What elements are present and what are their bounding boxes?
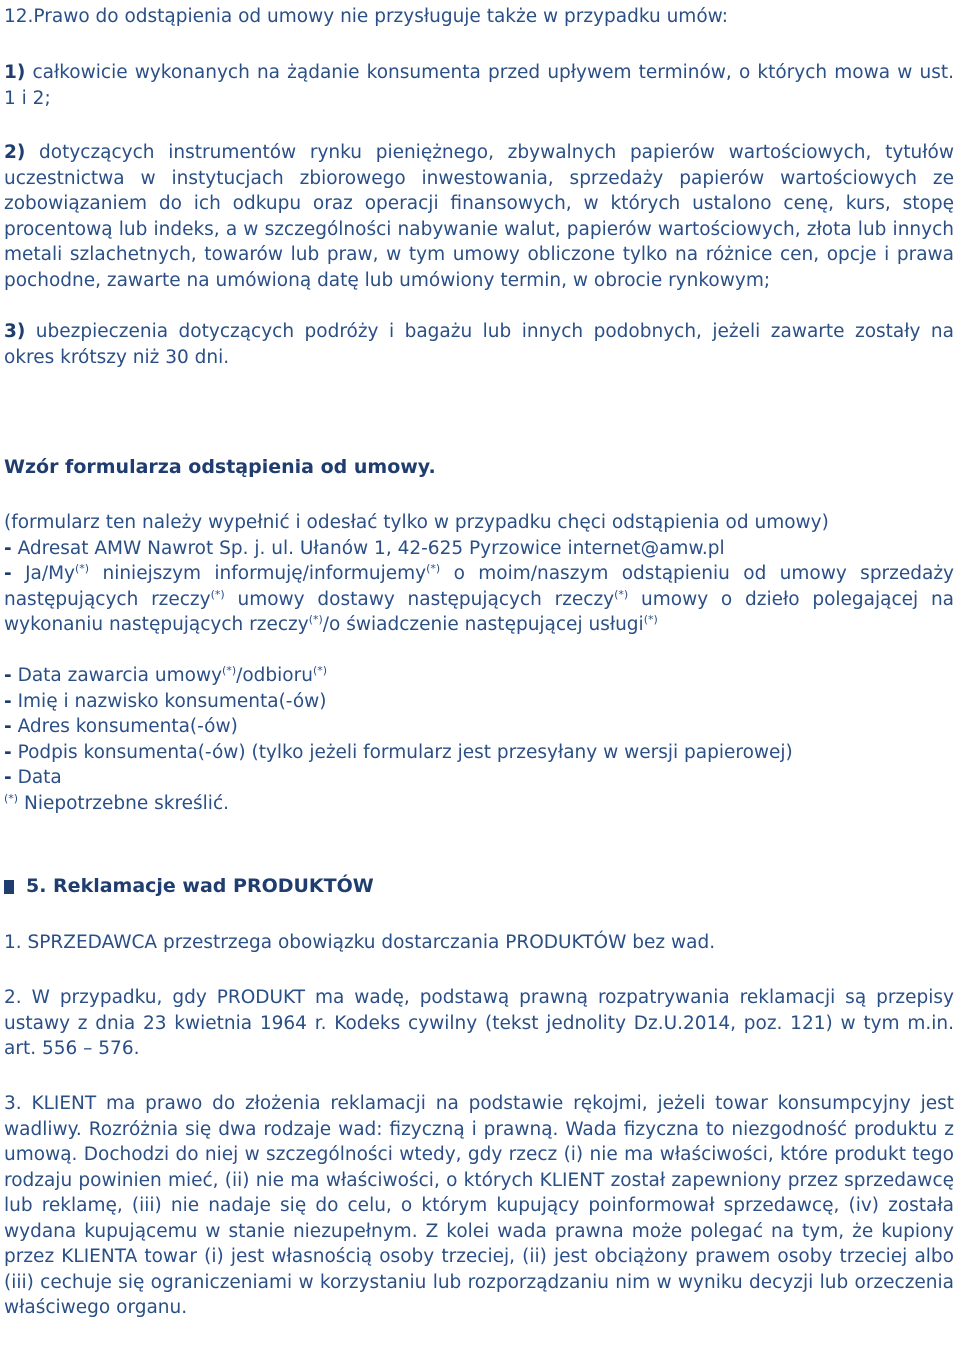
section-5-heading: 5. Reklamacje wad PRODUKTÓW (26, 875, 374, 897)
form-instruction: (formularz ten należy wypełnić i odesłać tylko w przypadku chęci odstąpienia od umowy) (4, 512, 829, 533)
footnote-mark: (*) (426, 561, 441, 575)
footnote-mark: (*) (643, 612, 658, 626)
form-addressee: - Adresat AMW Nawrot Sp. j. ul. Ułanów 1, 42-625 Pyrzowice internet@amw.pl (4, 538, 725, 559)
form-field-name: - Imię i nazwisko konsumenta(-ów) (4, 691, 327, 712)
form-field-address: - Adres konsumenta(-ów) (4, 716, 238, 737)
section-5-paragraph-2: 2. W przypadku, gdy PRODUKT ma wadę, podstawą prawną rozpatrywania reklamacji są przepisy ustawy z dnia 23 kwietnia 1964 r. Kodeks cywilny (tekst jednolity Dz.U.2014, poz. 121) w tym m.in. art. 556 – 576. (4, 987, 954, 1059)
list-item-3 (4, 319, 954, 370)
section-5-paragraph-1: 1. SPRZEDAWCA przestrzega obowiązku dostarczania PRODUKTÓW bez wad. (4, 932, 716, 953)
list-item-text: dotyczących instrumentów rynku pieniężnego, zbywalnych papierów wartościowych, tytułów uczestnictwa w instytucjach zbiorowego inwestowania, sprzedaży papierów wartościowych ze zobowiązaniem do ich odkupu oraz operacji finansowych, w których ustalono cenę, kurs, stopę procentową lub indeks, a w szczególności nabywanie walut, papierów wartościowych, złota lub innych metali szlachetnych, towarów lub praw, w tym umowy obliczone tylko na różnice cen, opcje i prawa pochodne, zawarte na umówioną datę lub umówiony termin, w obrocie rynkowym; (4, 142, 954, 291)
form-field-contract-date: - Data zawarcia umowy(*)/odbioru(*) (4, 663, 328, 686)
square-bullet-icon (4, 880, 14, 894)
list-item-1 (4, 60, 954, 111)
list-number: 2) (4, 142, 26, 163)
list-item-text: ubezpieczenia dotyczących podróży i bagażu lub innych podobnych, jeżeli zawarte zostały na okres krótszy niż 30 dni. (4, 321, 954, 368)
form-footnote: (*) Niepotrzebne skreślić. (4, 791, 229, 814)
form-declaration: - Ja/My(*) niniejszym informuję/informujemy(*) o moim/naszym odstąpieniu od umowy sprzedaży następujących rzeczy(*) umowy dostawy następujących rzeczy(*) umowy o dzieło polegającej na wykonaniu następujących rzeczy(*)/o świadczenie następującej usługi(*) (4, 561, 955, 635)
footnote-mark: (*) (308, 612, 323, 626)
footnote-mark: (*) (75, 561, 90, 575)
list-number: 3) (4, 321, 26, 342)
footnote-mark: (*) (312, 663, 328, 677)
list-number: 1) (4, 62, 26, 83)
list-item-2 (4, 140, 954, 293)
form-heading: Wzór formularza odstąpienia od umowy. (4, 456, 436, 478)
form-field-date: - Data (4, 767, 62, 788)
footnote-mark: (*) (222, 663, 237, 677)
footnote-mark: (*) (210, 587, 225, 601)
form-field-signature: - Podpis konsumenta(-ów) (tylko jeżeli formularz jest przesyłany w wersji papierowej) (4, 742, 793, 763)
footnote-mark: (*) (614, 587, 629, 601)
footnote-mark: (*) (4, 791, 19, 805)
section-5-paragraph-3: 3. KLIENT ma prawo do złożenia reklamacji na podstawie rękojmi, jeżeli towar konsumpcyjny jest wadliwy. Rozróżnia się dwa rodzaje wad: fizyczną i prawną. Wada fizyczna to niezgodność produktu z umową. Dochodzi do niej w szczególności wtedy, gdy rzecz (i) nie ma właściwości, które produkt tego rodzaju powinien mieć, (ii) nie ma właściwości, o których KLIENT został zapewniony przez sprzedawcę lub reklamę, (iii) nie nadaje się do celu, o którym kupujący poinformował sprzedawcę, (iv) została wydana kupującemu w stanie niezupełnym. Z kolei wada prawna może polegać na tym, że kupiony przez KLIENTA towar (i) jest własnością osoby trzeciej, (ii) jest obciążony prawem osoby trzeciej albo (iii) cechuje się ograniczeniami w korzystaniu lub rozporządzaniu nim w wyniku decyzji lub orzeczenia właściwego organu. (4, 1093, 954, 1318)
list-item-text: całkowicie wykonanych na żądanie konsumenta przed upływem terminów, o których mowa w ust. 1 i 2; (4, 62, 954, 109)
section-12-title: 12.Prawo do odstąpienia od umowy nie przysługuje także w przypadku umów: (4, 6, 728, 27)
